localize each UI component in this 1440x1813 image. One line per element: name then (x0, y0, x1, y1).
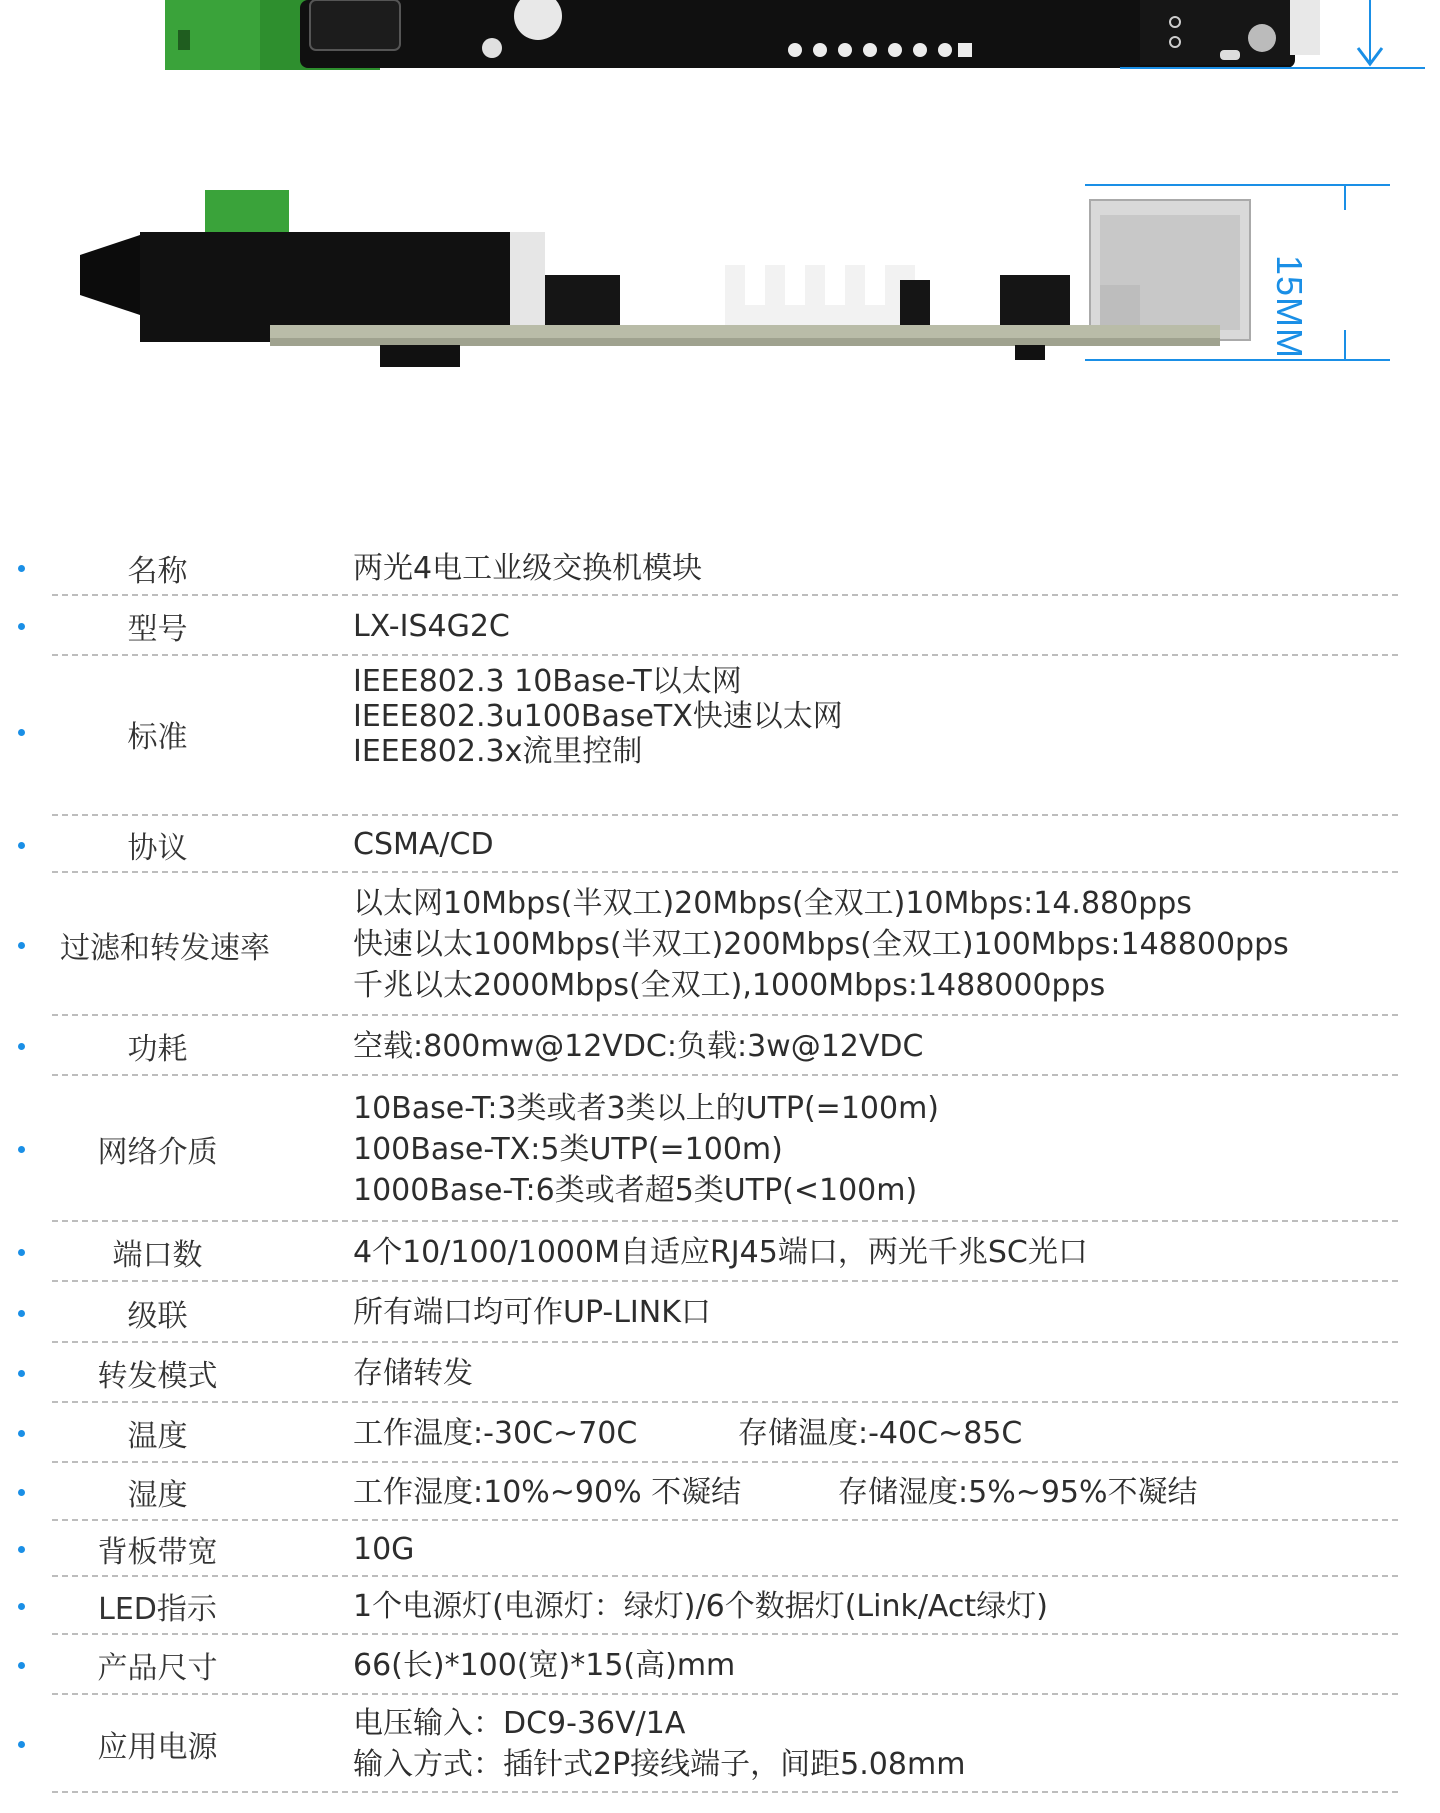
spec-value (315, 1232, 1088, 1273)
spec-value (315, 1292, 711, 1333)
spec-value (315, 606, 510, 647)
spec-value (315, 883, 1289, 1006)
board-side-view-image (0, 170, 1440, 370)
bullet-icon (18, 1430, 25, 1437)
operating-temperature: 工作温度:-30C~70C (353, 1415, 638, 1451)
spec-value (315, 824, 494, 865)
spec-table (0, 540, 1440, 1793)
spec-row-dimensions (0, 1635, 1440, 1695)
bullet-icon (18, 1741, 25, 1748)
spec-value (315, 1703, 965, 1785)
spec-label: 协议 (127, 830, 188, 866)
spec-row-cascade (0, 1282, 1440, 1343)
height-dimension-label: 15MM (1269, 255, 1310, 360)
spec-row-model (0, 596, 1440, 656)
spec-label: 背板带宽 (97, 1535, 218, 1570)
spec-row-led (0, 1577, 1440, 1635)
spec-value (315, 548, 702, 589)
spec-value-line: 10G (353, 1531, 415, 1567)
spec-value-line: 两光4电工业级交换机模块 (353, 550, 703, 586)
spec-label: 名称 (127, 554, 188, 589)
spec-label: 级联 (127, 1298, 188, 1334)
bullet-icon (18, 1546, 25, 1553)
bullet-icon (18, 1370, 25, 1377)
bullet-icon (18, 942, 25, 949)
spec-row-protocol (0, 816, 1440, 873)
spec-value-line: 所有端口均可作UP-LINK口 (353, 1295, 711, 1330)
spec-label: 功耗 (127, 1032, 188, 1067)
bullet-icon (18, 1249, 25, 1256)
bullet-icon (18, 1489, 25, 1496)
spec-value-line: IEEE802.3u100BaseTX快速以太网 (353, 699, 843, 734)
bullet-icon (18, 1662, 25, 1669)
spec-value-line: 66(长)*100(宽)*15(高)mm (353, 1647, 736, 1683)
bullet-icon (18, 1603, 25, 1610)
bullet-icon (18, 1043, 25, 1050)
bullet-icon (18, 842, 25, 849)
spec-value-line: 空载:800mw@12VDC:负载:3w@12VDC (353, 1028, 924, 1064)
spec-value-line: IEEE802.3 10Base-T以太网 (353, 664, 742, 699)
spec-row-forwarding-rate (0, 873, 1440, 1016)
spec-value-line: LX-IS4G2C (353, 608, 510, 644)
spec-value (315, 1472, 1198, 1513)
spec-value-line: 1个电源灯(电源灯：绿灯)/6个数据灯(Link/Act绿灯) (353, 1588, 1048, 1624)
spec-row-forwarding-mode (0, 1343, 1440, 1403)
spec-row-power-consumption (0, 1016, 1440, 1076)
spec-row-temperature (0, 1403, 1440, 1463)
operating-humidity: 工作湿度:10%~90% 不凝结 (353, 1474, 742, 1510)
spec-row-standard (0, 656, 1440, 816)
spec-label: 转发模式 (97, 1359, 218, 1394)
bullet-icon (18, 1310, 25, 1317)
spec-value (315, 1529, 414, 1570)
spec-value (315, 1026, 923, 1067)
spec-row-name (0, 540, 1440, 596)
spec-row-backplane-bandwidth (0, 1521, 1440, 1577)
spec-label: 端口数 (112, 1238, 203, 1273)
spec-value (315, 1586, 1048, 1627)
spec-row-port-count (0, 1222, 1440, 1282)
spec-row-power-supply (0, 1695, 1440, 1793)
spec-label: 型号 (127, 612, 188, 647)
spec-value (315, 664, 843, 769)
spec-value-line: 1000Base-T:6类或者超5类UTP(<100m) (353, 1172, 918, 1208)
spec-label: LED指示 (98, 1592, 217, 1627)
spec-label: 产品尺寸 (97, 1651, 218, 1686)
spec-label: 应用电源 (97, 1730, 218, 1765)
spec-value-line: 存储转发 (353, 1355, 473, 1391)
spec-value-line: 4个10/100/1000M自适应RJ45端口，两光千兆SC光口 (353, 1234, 1088, 1270)
spec-label: 标准 (127, 720, 188, 755)
spec-value-line: 以太网10Mbps(半双工)20Mbps(全双工)10Mbps:14.880pps (353, 886, 1192, 921)
board-top-view-image (0, 0, 1440, 80)
spec-value-line: IEEE802.3x流里控制 (353, 734, 643, 769)
bullet-icon (18, 729, 25, 736)
spec-label: 过滤和转发速率 (60, 930, 270, 966)
spec-value-line: 千兆以太2000Mbps(全双工),1000Mbps:1488000pps (353, 968, 1106, 1003)
spec-label: 湿度 (127, 1478, 188, 1513)
spec-value (315, 1088, 939, 1211)
spec-value (315, 1413, 1022, 1454)
spec-value-line: 10Base-T:3类或者3类以上的UTP(=100m) (353, 1090, 940, 1126)
spec-value-line: 电压输入：DC9-36V/1A (353, 1706, 686, 1741)
bullet-icon (18, 623, 25, 630)
spec-value-line: CSMA/CD (353, 827, 494, 862)
spec-value (315, 1353, 473, 1394)
spec-label: 温度 (127, 1419, 188, 1454)
spec-value-line: 输入方式：插针式2P接线端子，间距5.08mm (353, 1747, 966, 1782)
spec-value-line: 快速以太100Mbps(半双工)200Mbps(全双工)100Mbps:148800pps (353, 927, 1289, 962)
spec-label: 网络介质 (97, 1135, 218, 1170)
spec-row-humidity (0, 1463, 1440, 1521)
storage-temperature: 存储温度:-40C~85C (738, 1415, 1023, 1451)
bullet-icon (18, 565, 25, 572)
spec-row-network-media (0, 1076, 1440, 1222)
storage-humidity: 存储湿度:5%~95%不凝结 (838, 1474, 1198, 1510)
spec-value (315, 1645, 735, 1686)
bullet-icon (18, 1146, 25, 1153)
spec-value-line: 100Base-TX:5类UTP(=100m) (353, 1131, 783, 1167)
